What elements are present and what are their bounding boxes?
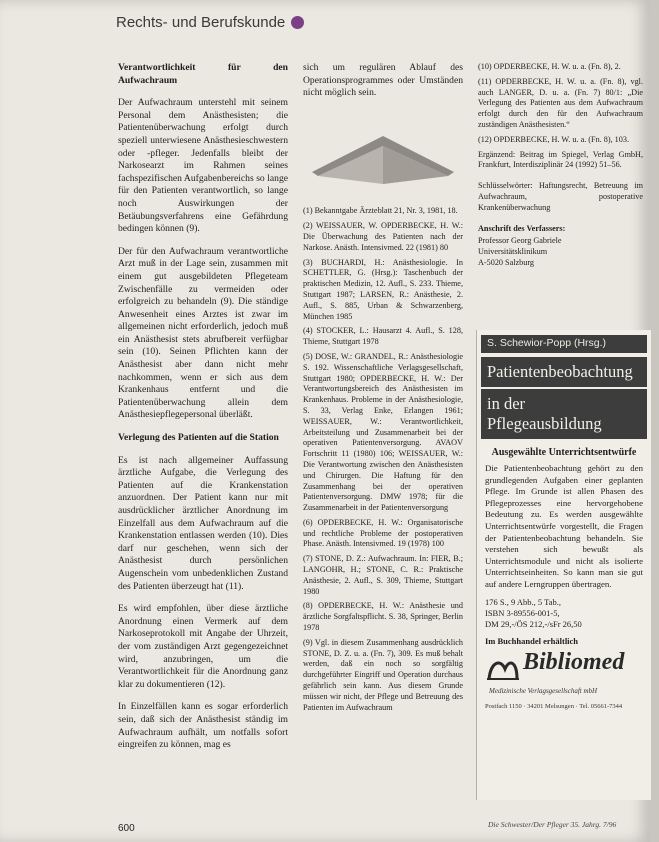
reference-item: (10) OPDERBECKE, H. W. u. a. (Fn. 8), 2. [478,62,621,71]
book-advertisement [476,330,651,800]
address-line: Universitätsklinikum [478,247,548,257]
ad-subhead: Ausgewählte Unterrichtsentwürfe [491,446,637,458]
reference-item: (3) BUCHARDI, H.: Anästhesiologie. In SCHETTLER, G. (Hrsg.): Taschenbuch der praktischen Medizin, 12. Aufl., S. 233. Thieme, Stuttgart 1987; LARSEN, R.: Anästhesie, 2. Aufl., S. 885, Urban & Schwarzenberg, München 1985 [303,257,463,321]
paragraph: sich um regulären Ablauf des Operationsprogrammes oder Umständen nicht möglich sein. [303,62,463,99]
reference-item: (12) OPDERBECKE, H. W. u. a. (Fn. 8), 103. [478,134,630,144]
reference-item: (5) DOSE, W.: GRANDEL, R.: Anästhesiologie S. 192. Wissenschaftliche Verlagsgesellschaft, Stuttgart 1980; OPDERBECKE, H. W.: Der Verantwortungsbereich des Anästhesisten im Krankenhaus. Probleme in der Anästhesiologie, S. 33, Verlag Enke, Erlangen 1961; WEISSAUER, W.: Verantwortlichkeit, Arbeitsteilung und Zusammenarbeit bei der operativen Patientenversorgung. AVAOV Fortschritt 11 (1980) 106; WEISSAUER, W.: Die Verantwortung zwischen den Anästhesisten und Chirurgen. Die Haftung für den Zusammenhang bei der operativen Patientenversorgung. DMW 1978; für die Zusammenarbeit in der Patientenversorgung [303,351,463,513]
bibliomed-logo-icon [485,655,521,683]
paragraph: Es ist nach allgemeiner Auffassung ärztliche Aufgabe, die Verlegung des Patienten auf die Krankenstation anzuordnen. Der Patient kann nur mit ausdrücklicher ärztlicher Anordnung im Einzelfall aus dem Aufwachraum auf die Krankenstation entlassen werden (10). Dies darf nur geschehen, wenn sich der Anästhesist durch persönlichen Augenschein vom unbedenklichen Zustand des Patienten überzeugt hat (11). [118,454,288,592]
reference-item: (1) Bekanntgabe Ärzteblatt 21, Nr. 3, 1981, 18. [303,206,458,216]
column-3 [478,62,643,269]
keywords-text: Schlüsselwörter: Haftungsrecht, Betreuung im Aufwachraum, postoperative Krankenüberwachung [478,181,643,212]
address-line: A-5020 Salzburg [478,257,535,267]
ad-meta [485,597,643,630]
paragraph: Es wird empfohlen, über diese ärztliche Anordnung einen Vermerk auf dem Narkoseprotokoll mit Angabe der Uhrzeit, der vom zuständigen Arzt gegengezeichnet wird, anzubringen, um die Verantwortlichkeit für die Anordnung ganz klar zu dokumentieren (12). [118,603,288,690]
column-2 [303,62,463,717]
paragraph: In Einzelfällen kann es sogar erforderlich sein, daß sich der Anästhesist ständig im Aufwachraum aufhält, um notfalls sofort eingreifen zu können, mag es [118,701,288,751]
section-title: Rechts- und Berufskunde [116,14,286,31]
reference-item: (8) OPDERBECKE, H. W.: Anästhesie und ärztliche Sorgfaltspflicht. S. 38, Springer, Berlin 1978 [303,601,463,633]
reference-item: (4) STOCKER, L.: Hausarzt 4. Aufl., S. 128, Thieme, Stuttgart 1978 [303,326,463,347]
reference-list [478,62,643,146]
page-number: 600 [118,823,135,834]
address-line: Professor Georg Gabriele [478,236,562,246]
journal-footer: Die Schwester/Der Pfleger 35. Jahrg. 7/96 [488,820,617,829]
ad-title-line-2: in der Pflegeausbildung [481,389,647,439]
ad-editor: S. Schewior-Popp (Hrsg.) [481,335,647,353]
note-text: Ergänzend: Beitrag im Spiegel, Verlag GmbH, Frankfurt, Interdisziplinär 24 (1992) 51–56. [478,149,643,170]
address-title: Anschrift des Verfassers: [478,223,566,233]
logo-subtitle: Medizinische Verlagsgesellschaft mbH [489,687,598,696]
ad-meta-line: ISBN 3-89556-001-5, [485,607,560,618]
reference-item: (7) STONE, D. Z.: Aufwachraum. In: FIER, B.; LANGOHR, H.; STONE, C. R.: Praktische Anästhesie, 2. Aufl., S. 309, Thieme, Stuttgart 1980 [303,554,463,596]
ad-body: Die Patientenbeobachtung gehört zu den grundlegenden Aufgaben einer geplanten Pflege. Im Grunde ist allen Phasen des Pflegeprozesses eine hervorgehobene Bedeutung zu. Es werden ausgewählte Unterrichtsentwürfe vorgestellt, die Fragen der Patientenbeobachtung behandeln. Sie verstehen sich bewußt als Unterrichtsmodule und nicht als isolierte Unterrichtseinheiten. So kann man sie gut auf andere Lerngruppen übertragen. [485,463,643,589]
ad-meta-line: DM 29,-/ÖS 212,-/sFr 26,50 [485,618,582,629]
reference-item: (6) OPDERBECKE, H. W.: Organisatorische und rechtliche Probleme der postoperativen Phase. Anästh. Intensivmed. 19 (1978) 100 [303,517,463,549]
subhead-verlegung: Verlegung des Patienten auf die Station [118,432,279,444]
reference-item: (2) WEISSAUER, W. OPDERBECKE, H. W.: Die Überwachung des Patienten nach der Narkose. Anästh. Intensivmed. 22 (1981) 80 [303,221,463,252]
paragraph: Der für den Aufwachraum verantwortliche Arzt muß in der Lage sein, zusammen mit einem gut ausgebildeten Pflegeteam Zwischenfälle zu vermeiden oder erfolgreich zu behandeln (9). Die ständige Anwesenheit eines Arztes ist zwar im allgemeinen nicht erforderlich, jedoch muß ein Anästhesist stets abrufbereit verfügbar sein (10). Seinen Pflichten kann der Anästhesist aber dann nicht mehr nachkommen, wenn er sich aus dem Krankenhaus entfernt und die Patientenüberwachung allein dem Anästhesiepflegepersonal überläßt. [118,245,288,421]
ad-title: Patientenbeobachtung [481,357,647,387]
publisher-address: Postfach 1150 · 34201 Melsungen · Tel. 05661-7344 [485,703,623,711]
reference-item: (11) OPDERBECKE, H. W. u. a. (Fn. 8), vgl. auch LANGER, D. u. a. (Fn. 7) 80/1: „Die Verlegung des Patienten aus dem Aufwachraum erfolgt durch den für den Aufwachraum zuständigen Anästhesisten.“ [478,76,643,129]
ad-availability: Im Buchhandel erhältlich [485,635,579,646]
subhead-aufwachraum: Verantwortlichkeit für den Aufwachraum [118,62,288,86]
reference-list [303,206,463,713]
end-mark-icon [308,128,458,188]
logo-wordmark: Bibliomed [523,649,625,676]
section-header [116,14,304,36]
paragraph: Der Aufwachraum unterstehl mit seinem Personal dem Anästhesisten; die Patientenüberwachung erfolgt durch speziell unterwiesene Anästhesieschwestern oder -pfleger. Jedenfalls bleibt der Narkosearzt im Rahmen seines fachspezifischen Aufgabenbereichs so lange für den Patienten verantwortlich, so lange noch Auswirkungen der Betäubungsverfahrens eine Gefährdung bedingen können (9). [118,97,288,235]
ad-meta-line: 176 S., 9 Abb., 5 Tab., [485,596,561,607]
column-1 [118,62,288,762]
reference-item: (9) Vgl. in diesem Zusammenhang ausdrücklich STONE, D. Z. u. a. (Fn. 7), 309. Es muß behalt werden, daß ein noch so sorgfältig durchgeführter Eingriff und Operation durchaus gefährlich sein kann. Aus diesem Grunde müssen wir nicht, der Pflege und Betreuung des Patienten im Aufwachraum [303,637,463,712]
publisher-logo [485,649,643,699]
section-dot-icon [291,16,304,29]
